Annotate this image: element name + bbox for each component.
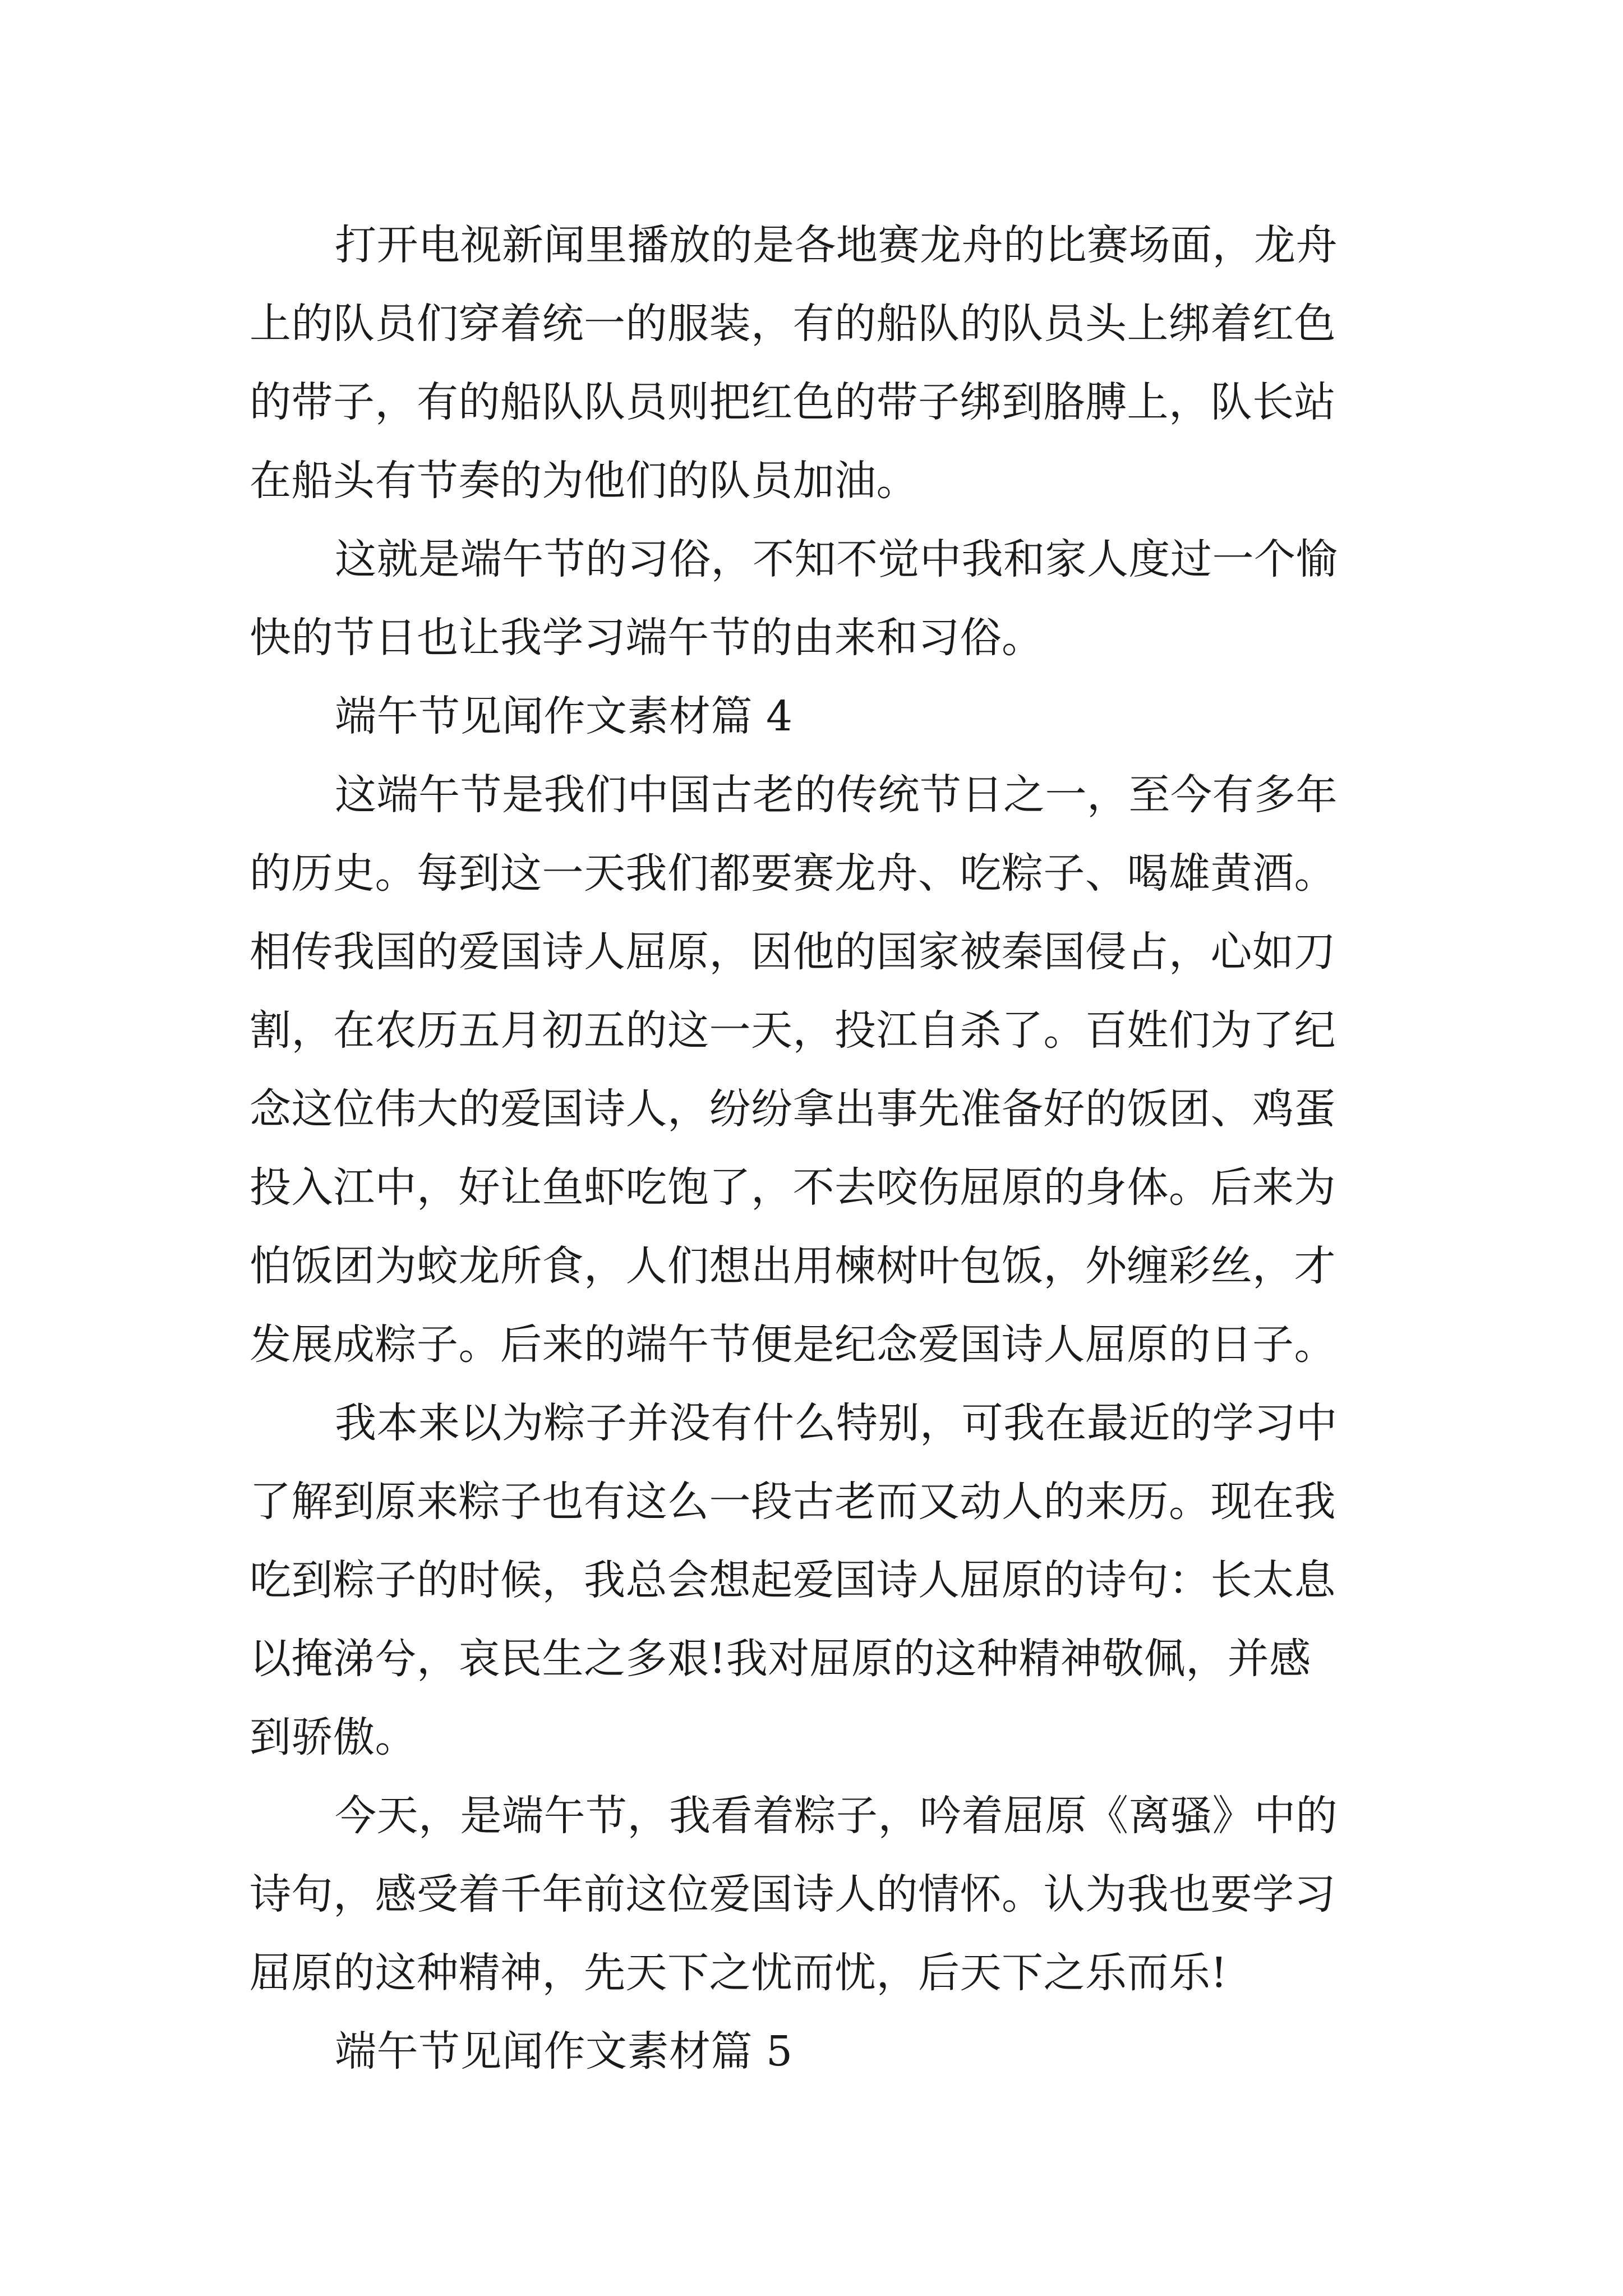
paragraph-line: 打开电视新闻里播放的是各地赛龙舟的比赛场面，龙舟 (335, 221, 1338, 269)
paragraph-line: 我本来以为粽子并没有什么特别，可我在最近的学习中 (335, 1399, 1338, 1447)
paragraph-line: 投入江中，好让鱼虾吃饱了，不去咬伤屈原的身体。后来为 (250, 1163, 1336, 1212)
section-heading: 端午节见闻作文素材篇 5 (335, 2027, 793, 2076)
paragraph-line: 到骄傲。 (250, 1713, 417, 1761)
paragraph-line: 在船头有节奏的为他们的队员加油。 (250, 457, 918, 505)
paragraph-line: 相传我国的爱国诗人屈原，因他的国家被秦国侵占，心如刀 (250, 928, 1336, 976)
paragraph-line: 这端午节是我们中国古老的传统节日之一，至今有多年 (335, 771, 1338, 819)
paragraph-line: 念这位伟大的爱国诗人，纷纷拿出事先准备好的饭团、鸡蛋 (250, 1085, 1336, 1133)
paragraph-line: 的带子，有的船队队员则把红色的带子绑到胳膊上，队长站 (250, 378, 1336, 426)
paragraph-line: 快的节日也让我学习端午节的由来和习俗。 (250, 614, 1044, 662)
paragraph-line: 诗句，感受着千年前这位爱国诗人的情怀。认为我也要学习 (250, 1870, 1336, 1918)
paragraph-line: 割，在农历五月初五的这一天，投江自杀了。百姓们为了纪 (250, 1006, 1336, 1055)
paragraph-line: 屈原的这种精神，先天下之忧而忧，后天下之乐而乐! (250, 1949, 1228, 1997)
paragraph-line: 以掩涕兮，哀民生之多艰!我对屈原的这种精神敬佩，并感 (250, 1635, 1311, 1683)
paragraph-line: 发展成粽子。后来的端午节便是纪念爱国诗人屈原的日子。 (250, 1320, 1336, 1369)
paragraph-line: 的历史。每到这一天我们都要赛龙舟、吃粽子、喝雄黄酒。 (250, 849, 1336, 898)
paragraph-line: 今天，是端午节，我看着粽子，吟着屈原《离骚》中的 (335, 1792, 1338, 1840)
section-heading: 端午节见闻作文素材篇 4 (335, 692, 793, 740)
paragraph-line: 怕饭团为蛟龙所食，人们想出用楝树叶包饭，外缠彩丝，才 (250, 1242, 1336, 1290)
paragraph-line: 吃到粽子的时候，我总会想起爱国诗人屈原的诗句：长太息 (250, 1556, 1336, 1604)
paragraph-line: 这就是端午节的习俗，不知不觉中我和家人度过一个愉 (335, 535, 1338, 583)
paragraph-line: 上的队员们穿着统一的服装，有的船队的队员头上绑着红色 (250, 300, 1336, 348)
paragraph-line: 了解到原来粽子也有这么一段古老而又动人的来历。现在我 (250, 1478, 1336, 1526)
